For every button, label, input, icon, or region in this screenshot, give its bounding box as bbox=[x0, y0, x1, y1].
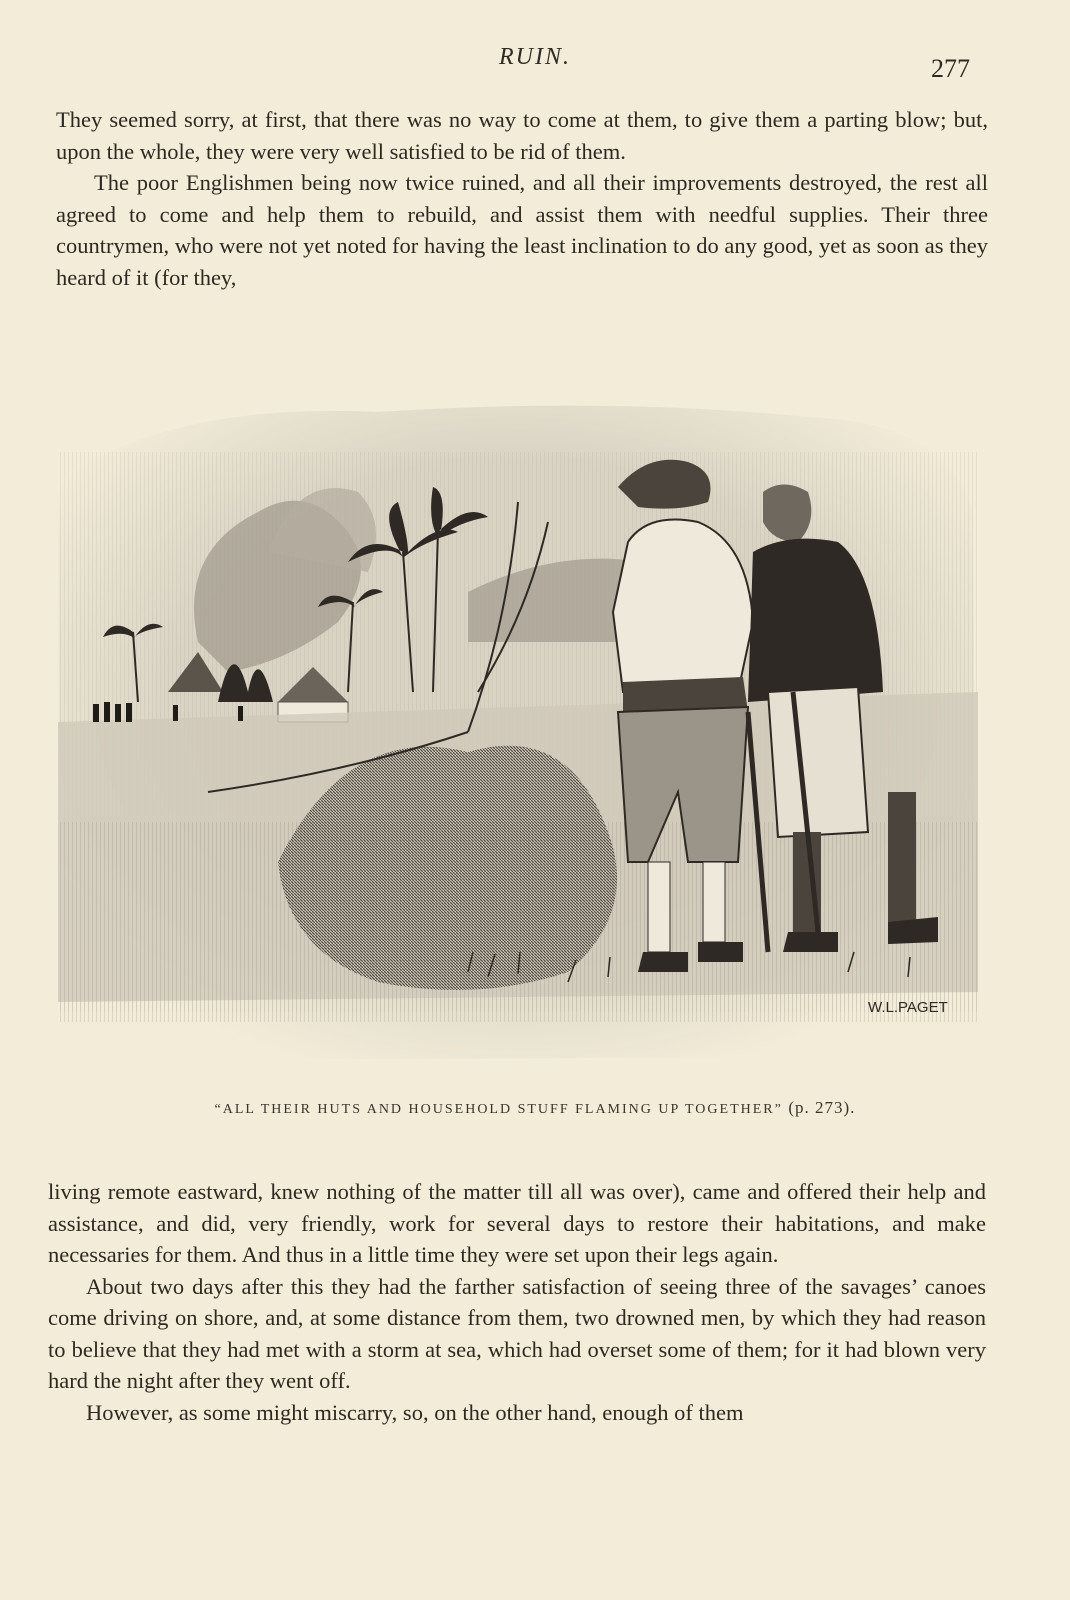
paragraph: The poor Englishmen being now twice ruined, and all their improvements destroyed, the rest all agreed to come and help them to rebuild, and assist them with needful supplies. Their three countrymen, who were not yet noted for having the least inclination to do any good, yet as soon as they heard of it (for they, bbox=[56, 170, 988, 290]
artist-signature: W.L.PAGET bbox=[868, 999, 948, 1016]
caption-text: “ALL THEIR HUTS AND HOUSEHOLD STUFF FLAMING UP TOGETHER” bbox=[214, 1102, 783, 1117]
text-block-bottom bbox=[48, 1176, 986, 1428]
paragraph: living remote eastward, knew nothing of the matter till all was over), came and offered their help and assistance, and did, very friendly, work for several days to restore their habitations, and make necessaries for them. And thus in a little time they were set upon their legs again. bbox=[48, 1179, 986, 1267]
running-head: RUIN. bbox=[499, 44, 571, 70]
paragraph: They seemed sorry, at first, that there was no way to come at them, to give them a parting blow; but, upon the whole, they were very well satisfied to be rid of them. bbox=[56, 107, 988, 164]
paragraph: However, as some might miscarry, so, on the other hand, enough of them bbox=[86, 1399, 744, 1425]
paragraph: About two days after this they had the farther satisfaction of seeing three of the savages’ canoes come driving on shore, and, at some distance from them, two drowned men, by which they had reason to believe that they had met with a storm at sea, which had overset some of them; for it had blown very hard the night after they went off. bbox=[48, 1273, 986, 1393]
text-block-top bbox=[56, 104, 988, 293]
illustration-caption bbox=[0, 1098, 1070, 1118]
caption-page-ref: (p. 273). bbox=[788, 1098, 856, 1117]
page-number: 277 bbox=[931, 54, 970, 83]
engraving-illustration bbox=[48, 392, 988, 1082]
